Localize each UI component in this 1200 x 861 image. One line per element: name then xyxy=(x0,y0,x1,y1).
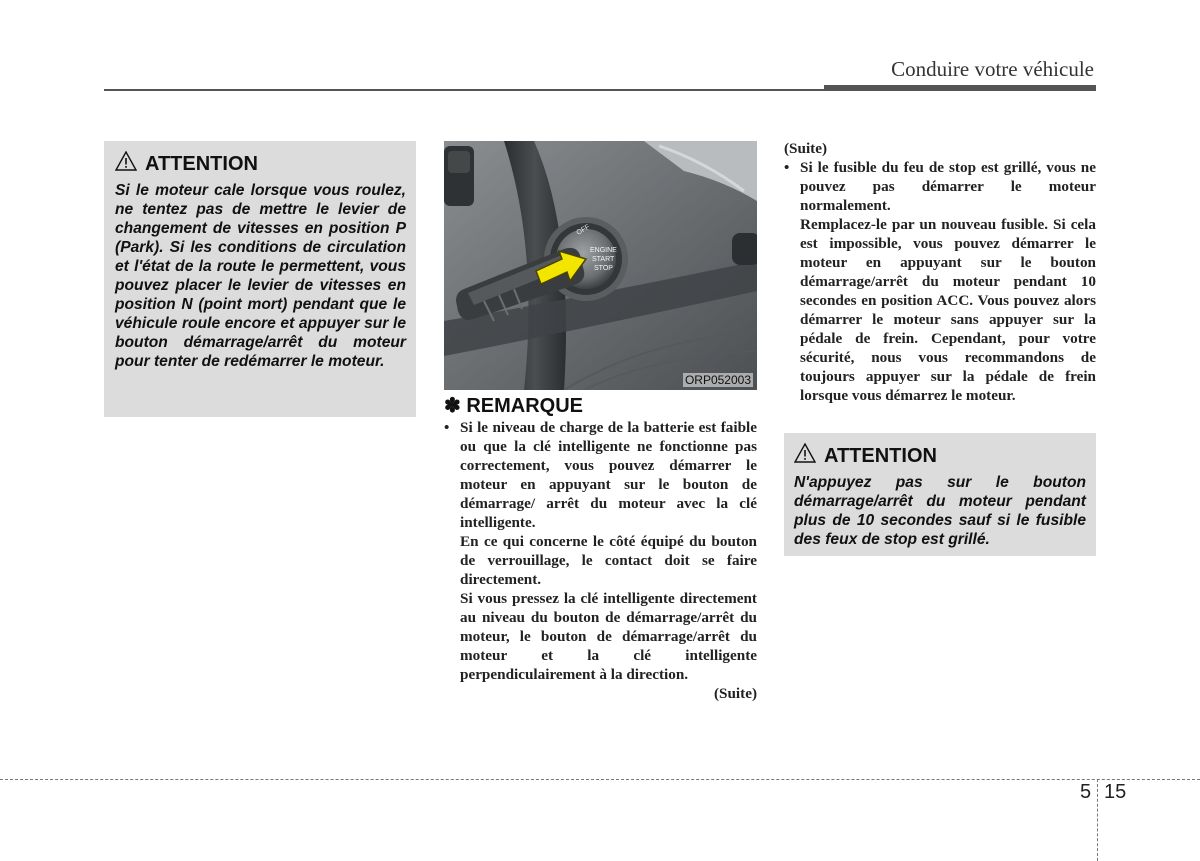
page-header-title: Conduire votre véhicule xyxy=(891,57,1094,81)
warning-text: N'appuyez pas sur le bouton démarrage/arrêt du moteur pendant plus de 10 secondes sauf si le fusible des feux de stop est grillé. xyxy=(794,474,1086,548)
page-number: 15 xyxy=(1104,781,1127,803)
remark-paragraph: Si vous pressez la clé intelligente directement au niveau du bouton de démarrage/arrêt du moteur, le bouton de démarrage/arrêt du moteur et la clé intelligente perpendiculairement à la direction. xyxy=(460,590,757,683)
continued-from-label: (Suite) xyxy=(784,140,828,157)
warning-title: ATTENTION xyxy=(824,444,937,467)
warning-heading xyxy=(794,443,1086,469)
remark-text-column xyxy=(444,418,757,703)
button-label-line2: START xyxy=(592,256,615,263)
warning-triangle-icon xyxy=(115,151,137,177)
warning-box-button-hold xyxy=(784,433,1096,556)
button-label-line3: STOP xyxy=(594,265,613,272)
bullet-glyph: • xyxy=(444,419,450,436)
header-rule-accent xyxy=(824,85,1096,91)
right-paragraph: Remplacez-le par un nouveau fusible. Si cela est impossible, vous pouvez démarrer le moteur en appuyant sur le bouton démarrage/arrêt du moteur pendant 10 secondes en position ACC. Vous pouvez alors démarrer le moteur sans appuyer sur la pédale de frein. Cependant, pour votre sécurité, nous vous recommandons de toujours appuyer sur la pédale de frein lorsque vous démarrez le moteur. xyxy=(800,216,1096,404)
dashboard-illustration xyxy=(444,141,757,390)
button-off-label: OFF xyxy=(575,223,592,237)
warning-heading xyxy=(115,151,406,177)
warning-title: ATTENTION xyxy=(145,152,258,175)
warning-triangle-icon xyxy=(794,443,816,469)
list-item xyxy=(444,418,757,532)
remark-heading: ✽ REMARQUE xyxy=(444,395,583,417)
footer-divider xyxy=(0,779,1200,780)
warning-text: Si le moteur cale lorsque vous roulez, ne tentez pas de mettre le levier de changement de vitesses en position P (Park). Si les conditions de circulation et l'état de la route le permettent, vous pouvez placer le levier de vitesses en position N (point mort) pendant que le véhicule roule encore et appuyer sur le bouton démarrage/arrêt du moteur pour tenter de redémarrer le moteur. xyxy=(115,182,406,370)
list-item xyxy=(784,158,1096,215)
right-paragraph: Si le fusible du feu de stop est grillé, vous ne pouvez pas démarrer le moteur normalement. xyxy=(800,159,1096,214)
footer-vertical-divider xyxy=(1097,779,1098,861)
right-text-column xyxy=(784,139,1096,405)
engine-start-button-photo xyxy=(444,141,757,390)
remark-paragraph: En ce qui concerne le côté équipé du bouton de verrouillage, le contact doit se faire directement. xyxy=(460,533,757,588)
figure-caption: ORP052003 xyxy=(684,373,751,387)
header-rule xyxy=(104,89,824,91)
button-label-line1: ENGINE xyxy=(590,247,617,254)
chapter-number: 5 xyxy=(1080,781,1092,803)
remark-paragraph: Si le niveau de charge de la batterie est faible ou que la clé intelligente ne fonctionne pas correctement, vous pouvez démarrer le moteur en appuyant sur le bouton de démarrage/ arrêt du moteur avec la clé intelligente. xyxy=(460,419,757,531)
bullet-glyph: • xyxy=(784,159,790,176)
warning-box-engine-stall xyxy=(104,141,416,417)
continued-label: (Suite) xyxy=(713,685,757,702)
